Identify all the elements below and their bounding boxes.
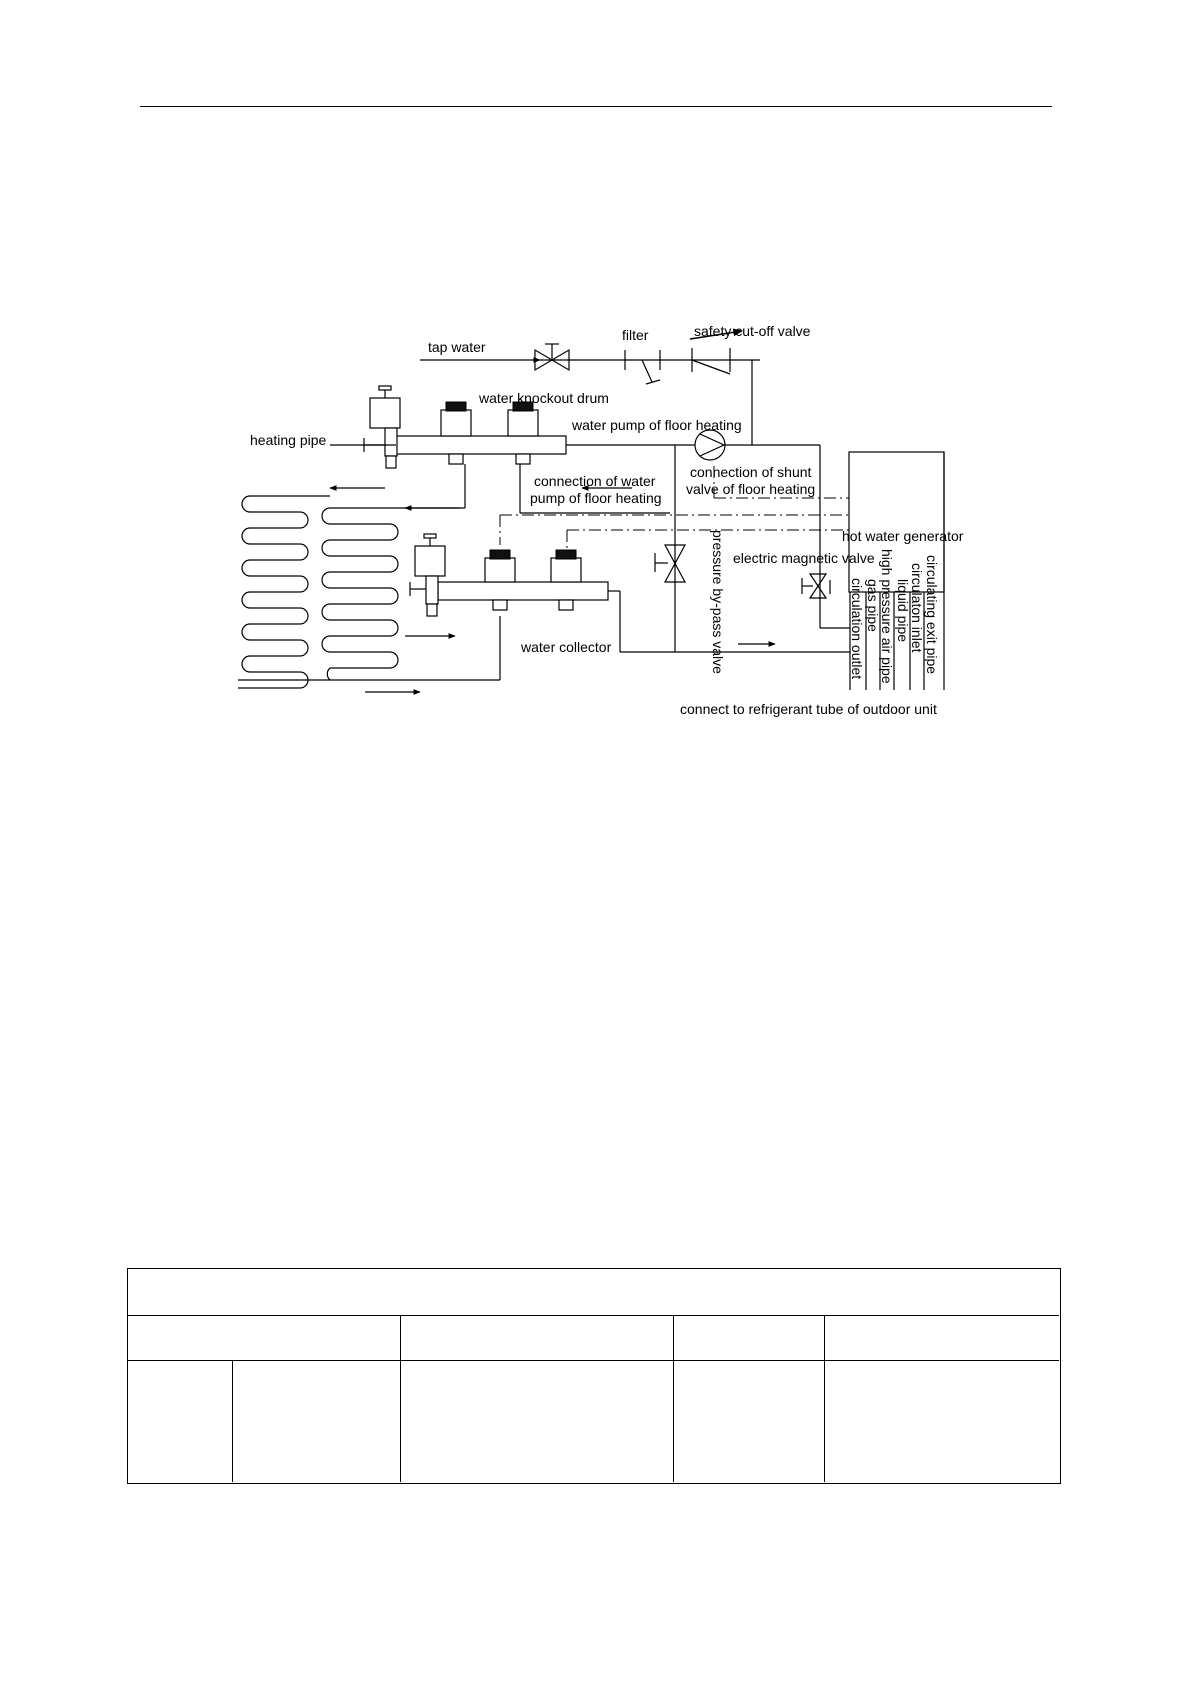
pressure-bypass-valve bbox=[655, 445, 685, 652]
lower-manifold bbox=[410, 534, 608, 616]
label-connection-shunt-valve-2: valve of floor heating bbox=[686, 481, 816, 497]
filter bbox=[625, 350, 660, 384]
label-connection-water-pump-1: connection of water bbox=[534, 473, 656, 489]
label-tap-water: tap water bbox=[428, 339, 486, 355]
table-header-row bbox=[127, 1315, 1059, 1361]
label-connect-refrigerant: connect to refrigerant tube of outdoor unit bbox=[680, 701, 937, 717]
table-col-divider bbox=[400, 1315, 401, 1482]
label-hot-water-generator: hot water generator bbox=[842, 528, 964, 544]
label-connection-water-pump-2: pump of floor heating bbox=[530, 490, 662, 506]
label-water-pump-floor-heating: water pump of floor heating bbox=[572, 417, 742, 433]
label-filter: filter bbox=[622, 327, 649, 343]
return-line bbox=[608, 591, 850, 652]
table-title-row bbox=[127, 1268, 1059, 1316]
label-connection-shunt-valve-1: connection of shunt bbox=[690, 464, 812, 480]
label-high-pressure-air-pipe: high pressure air pipe bbox=[879, 549, 895, 684]
label-heating-pipe: heating pipe bbox=[250, 432, 327, 448]
table-col-divider bbox=[673, 1315, 674, 1482]
label-water-knockout-drum: water knockout drum bbox=[479, 390, 609, 406]
floor-heating-pump bbox=[695, 430, 725, 460]
label-water-collector: water collector bbox=[521, 639, 612, 655]
label-circulating-exit-pipe: circulating exit pipe bbox=[924, 555, 940, 675]
label-gas-pipe: gas pipe bbox=[865, 579, 881, 632]
label-circulation-outlet: circulation outlet bbox=[849, 578, 865, 680]
label-electric-magnetic-valve: electric magnetic valve bbox=[733, 550, 875, 566]
label-circulation-inlet: circulaton inlet bbox=[909, 563, 925, 653]
table-col-divider bbox=[232, 1360, 233, 1482]
spec-table bbox=[127, 1268, 1061, 1484]
label-safety-cutoff-valve: safety cut-off valve bbox=[694, 323, 811, 339]
table-col-divider bbox=[824, 1315, 825, 1482]
electric-magnetic-valve bbox=[802, 574, 850, 628]
heating-coil bbox=[238, 496, 398, 688]
label-pressure-bypass-valve: pressure by-pass valve bbox=[710, 530, 726, 674]
shutoff-valve bbox=[535, 344, 569, 370]
label-liquid-pipe: liquid pipe bbox=[895, 579, 911, 643]
